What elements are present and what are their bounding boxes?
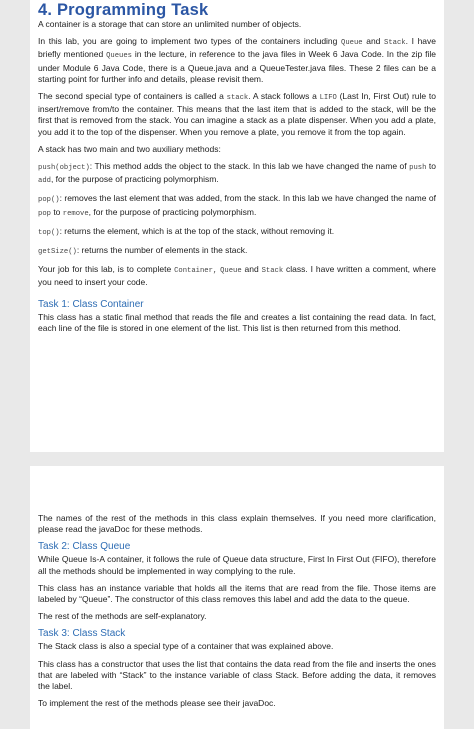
task2-paragraph-2: This class has an instance variable that holds all the items that are read from the file. Those items are labeled by “Queue”. The constructor of this class removes this label and add the data to the queue.	[38, 582, 436, 605]
task2-heading: Task 2: Class Queue	[38, 541, 131, 553]
task1-heading: Task 1: Class Container	[38, 298, 144, 310]
method-top: top(): returns the element, which is at the top of the stack, without removing it.	[38, 225, 335, 237]
section-heading: 4. Programming Task	[38, 1, 209, 19]
document-page-1	[30, 0, 444, 452]
method-push: push(object): This method adds the object to the stack. In this lab we have changed the name of push to add, for the purpose of practicing polymorphism.	[38, 161, 436, 186]
method-pop: pop(): removes the last element that was added, from the stack. In this lab we have changed the name of pop to remove, for the purpose of practicing polymorphism.	[38, 193, 436, 218]
job-paragraph: Your job for this lab, is to complete Container, Queue and Stack class. I have written a comment, where you need to insert your code.	[38, 264, 437, 288]
intro-paragraph: A container is a storage that can store an unlimited number of objects.	[38, 19, 302, 29]
task3-paragraph-1: The Stack class is also a special type of a container that was explained above.	[38, 641, 334, 652]
task2-paragraph-1: While Queue Is-A container, it follows the rule of Queue data structure, First In First Out (FIFO), therefore all the methods should be implemented in way complying to the rule.	[38, 554, 436, 576]
task2-paragraph-3: The rest of the methods are self-explanatory.	[38, 611, 207, 622]
task1-paragraph: This class has a static final method that reads the file and creates a list containing the read data. In fact, each line of the file is stored in one element of the list. This list is then returned from this method.	[38, 311, 436, 333]
method-getsize: getSize(): returns the number of elements in the stack.	[38, 245, 248, 257]
document-page-2	[30, 466, 444, 729]
task3-paragraph-3: To implement the rest of the methods please see their javaDoc.	[38, 698, 276, 709]
lab-description-paragraph: In this lab, you are going to implement two types of the containers including Queue and Stack. I have briefly mentioned Queues in the lecture, in reference to the java files in Week 6 Java Code. In the zip file under Module 6 Java Code, there is a Queue.java and a QueueTester.java files. These 2 files can be a starting point for further info and details, please revisit them.	[38, 36, 437, 84]
rest-methods-paragraph: The names of the rest of the methods in this class explain themselves. If you need more clarification, please read the javaDoc for these methods.	[38, 513, 436, 535]
methods-intro: A stack has two main and two auxiliary methods:	[38, 143, 221, 154]
stack-description-paragraph: The second special type of containers is called a stack. A stack follows a LIFO (Last In, First Out) rule to insert/remove from/to the container. This means that the last item that is added to the stack, will be the first that is removed from the stack. You can imagine a stack as a plate dispenser. When you add a plate, you add it to the top of the dispenser. When you remove a plate, you remove it from the top again.	[38, 91, 436, 137]
task3-paragraph-2: This class has a constructor that uses the list that contains the data read from the file and inserts the ones that are labeled with “Stack” to the instance variable of class Stack. Before adding the data, it removes the label.	[38, 658, 436, 692]
task3-heading: Task 3: Class Stack	[38, 628, 126, 640]
